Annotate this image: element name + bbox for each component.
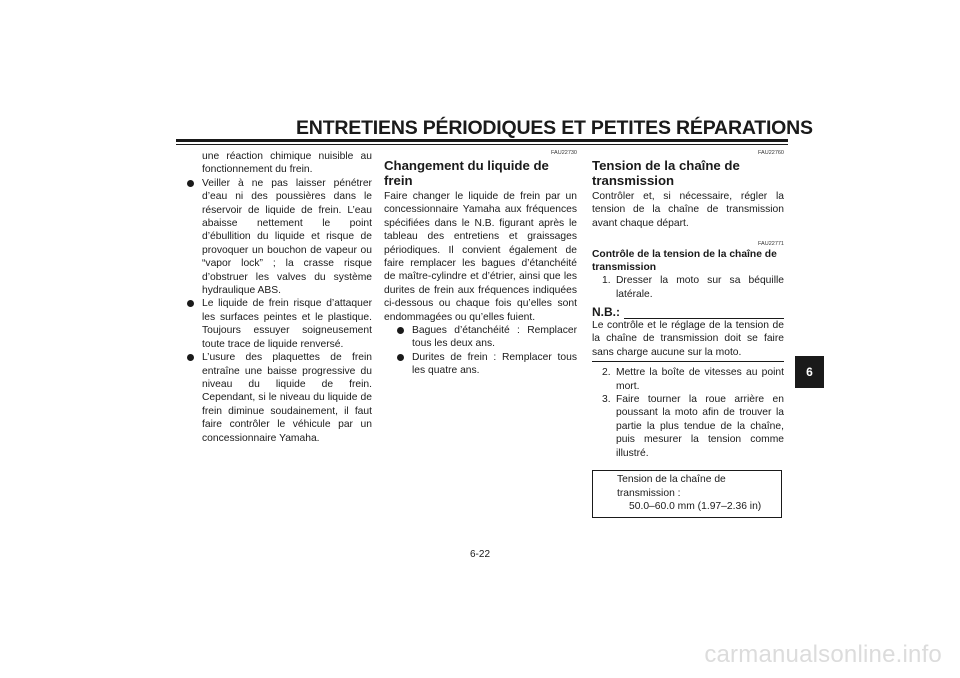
- section-paragraph: Contrôler et, si nécessaire, régler la tension de la chaîne de transmission avant chaque départ.: [592, 191, 784, 229]
- bullet-icon: [187, 300, 194, 307]
- note-text: Le contrôle et le réglage de la tension de la chaîne de transmission doit se faire sans charge aucune sur la moto.: [592, 320, 784, 358]
- bullet-icon: [187, 354, 194, 361]
- section-code: FAU22730: [551, 150, 577, 156]
- bullet-icon: [397, 354, 404, 361]
- bullet-icon: [397, 327, 404, 334]
- note-bottom-rule: [592, 361, 784, 362]
- step-number: 1.: [602, 275, 611, 287]
- step-number: 3.: [602, 394, 611, 406]
- section-heading-chain-tension: Tension de la chaîne de transmission: [592, 158, 740, 188]
- column-1: [186, 150, 372, 445]
- chapter-tab: 6: [795, 356, 824, 388]
- step-item: [592, 366, 784, 393]
- section-paragraph: Faire changer le liquide de frein par un concessionnaire Yamaha aux fréquences spécifiées dans le N.B. figurant après le tableau des entretiens et graissages périodiques. Il convient également de faire remplacer les bagues d’étanchéité de maître-cylindre et d’étrier, ainsi que les durites de frein aux fréquences indiquées ci-dessous ou chaque fois qu’elles sont endommagées ou qu’elles fuient.: [384, 191, 577, 323]
- bullet-text: L’usure des plaquettes de frein entraîne une baisse progressive du niveau du liquide de frein. Cependant, si le niveau du liquide de frein diminue soudainement, il faut faire contrôler le véhicule par un concessionnaire Yamaha.: [202, 352, 372, 444]
- bullet-text: Le liquide de frein risque d’attaquer les surfaces peintes et le plastique. Toujours essuyer soigneusement toute trace de liquide renversé.: [202, 298, 372, 350]
- step-text: Mettre la boîte de vitesses au point mort.: [616, 367, 784, 392]
- bullet-item: [186, 177, 372, 298]
- subsection-heading: Contrôle de la tension de la chaîne de transmission: [592, 249, 777, 273]
- page-number: 6-22: [469, 549, 490, 560]
- bullet-item: [186, 351, 372, 445]
- spec-box: [592, 470, 782, 518]
- bullet-text: Durites de frein : Remplacer tous les quatre ans.: [412, 351, 577, 377]
- column-3: [592, 150, 784, 518]
- step-text: Faire tourner la roue arrière en poussant la moto afin de trouver la partie la plus tendue de la chaîne, puis mesurer la tension comme illustré.: [616, 394, 784, 459]
- header-rule-thick: [176, 139, 788, 142]
- section-code: FAU22760: [758, 150, 784, 156]
- bullet-icon: [187, 180, 194, 187]
- column-2: [384, 150, 577, 378]
- subsection-code: FAU22771: [758, 241, 784, 248]
- spec-label: Tension de la chaîne de transmission :: [617, 474, 726, 499]
- continued-text: une réaction chimique nuisible au fonctionnement du frein.: [202, 151, 372, 176]
- bullet-text: Veiller à ne pas laisser pénétrer d’eau ni des poussières dans le réservoir de liquide de frein. L’eau abaisse nettement le point d’ébullition du liquide et risque de provoquer un bouchon de vapeur ou “vapor lock” ; la crasse risque d’obstruer les valves du système hydraulique ABS.: [202, 177, 372, 297]
- bullet-text: Bagues d’étanchéité : Remplacer tous les deux ans.: [412, 325, 577, 350]
- spec-value: 50.0–60.0 mm (1.97–2.36 in): [629, 500, 762, 512]
- section-heading-brake-fluid: Changement du liquide de frein: [384, 158, 549, 188]
- note-header: [592, 306, 784, 319]
- watermark: carmanualsonline.info: [704, 641, 942, 668]
- bullet-item: [186, 297, 372, 351]
- note-rule: [624, 308, 784, 319]
- step-item: [592, 274, 784, 301]
- step-item: [592, 393, 784, 460]
- page-title: ENTRETIENS PÉRIODIQUES ET PETITES RÉPARATIONS: [296, 117, 813, 139]
- note-label: N.B.:: [592, 305, 620, 320]
- step-number: 2.: [602, 367, 611, 379]
- header-rule-thin: [176, 144, 788, 145]
- bullet-item: [396, 324, 577, 351]
- bullet-item: [396, 351, 577, 378]
- step-text: Dresser la moto sur sa béquille latérale.: [616, 275, 784, 300]
